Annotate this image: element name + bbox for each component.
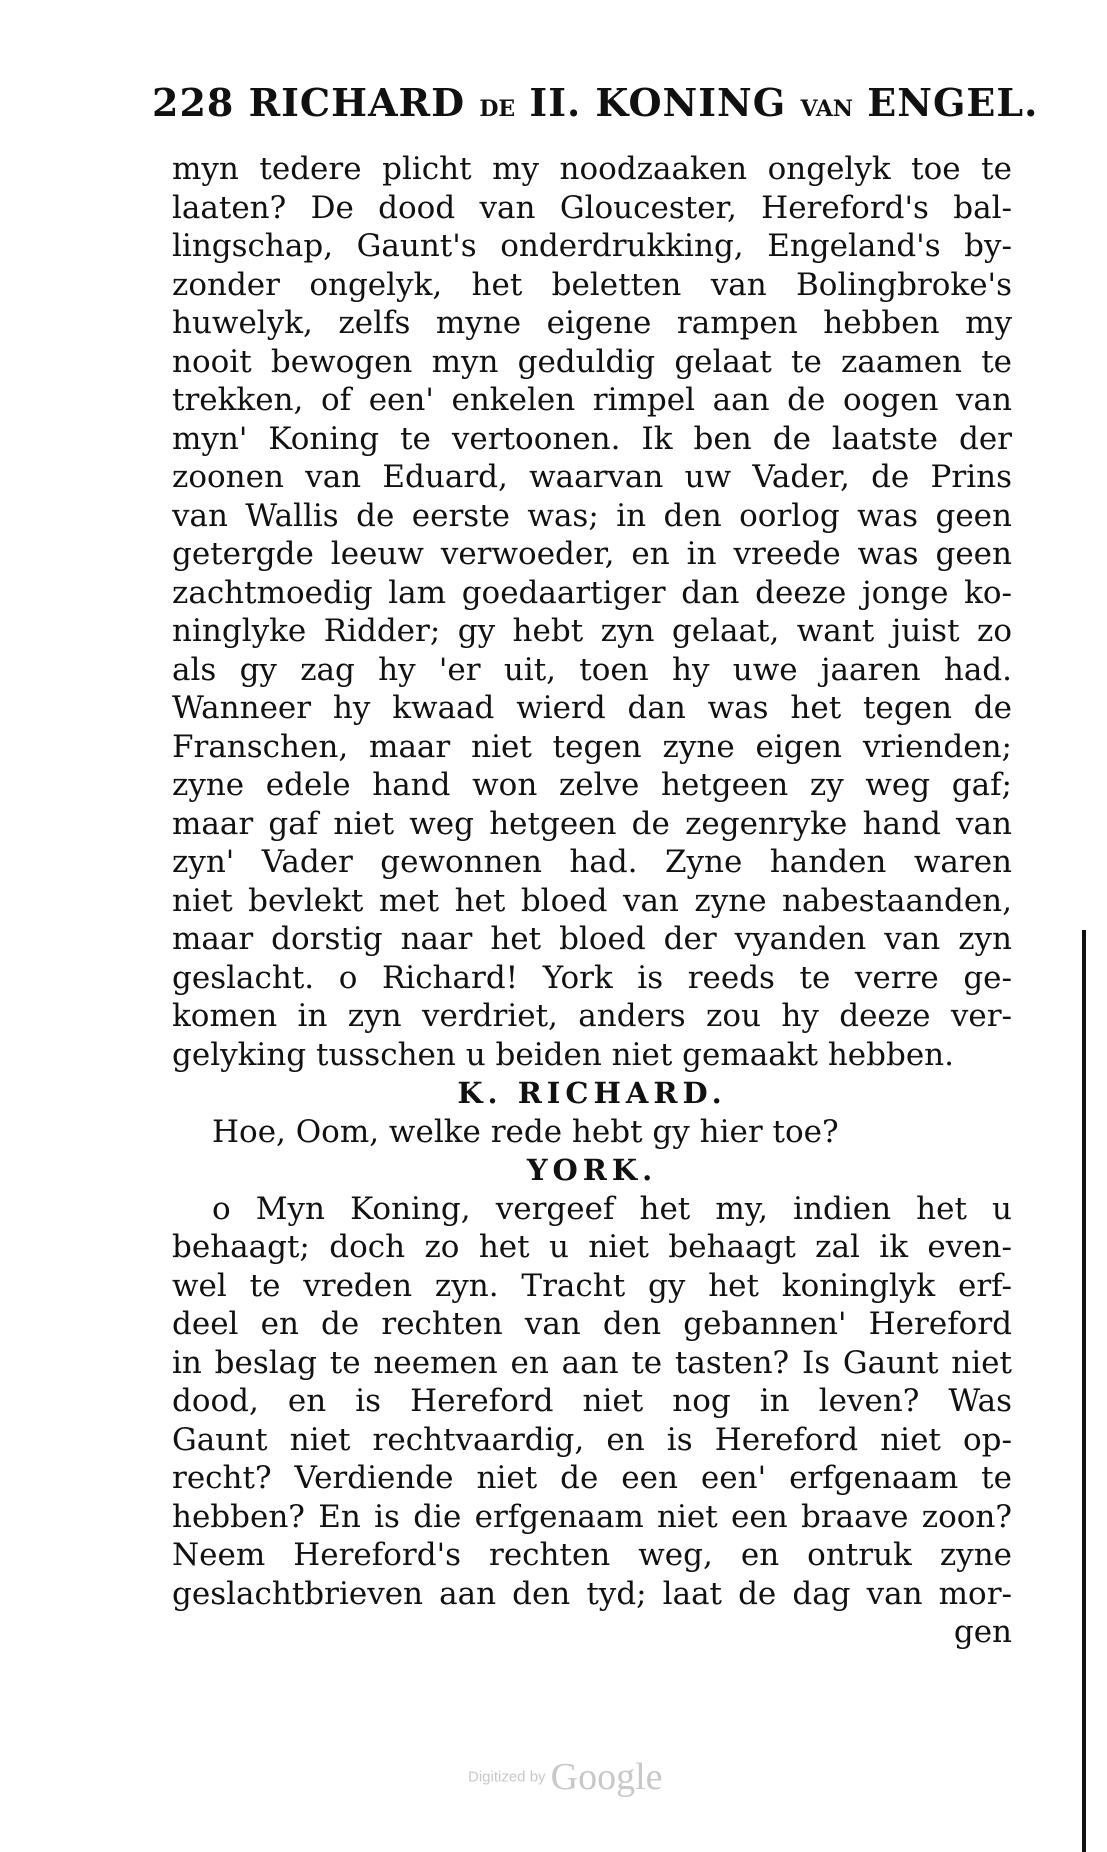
text-line: laaten? De dood van Gloucester, Hereford's bal-	[172, 189, 1012, 226]
running-head	[152, 78, 1039, 128]
text-line: zyne edele hand won zelve hetgeen zy weg gaf;	[172, 767, 1012, 803]
text-line: Franschen, maar niet tegen zyne eigen vrienden;	[172, 728, 1012, 765]
text-line: lingschap, Gaunt's onderdrukking, Engeland's by-	[172, 228, 1012, 264]
running-head-title-3: ENGEL.	[867, 80, 1039, 125]
text-line: zachtmoedig lam goedaartiger dan deeze jonge ko-	[172, 574, 1012, 611]
text-line: in beslag te neemen en aan te tasten? Is Gaunt niet	[172, 1344, 1012, 1381]
text-line: o Myn Koning, vergeef het my, indien het u	[212, 1190, 1012, 1227]
text-line: Wanneer hy kwaad wierd dan was het tegen de	[172, 690, 1012, 726]
text-line: geslacht. o Richard! York is reeds te verre ge-	[172, 959, 1012, 996]
text-line: niet bevlekt met het bloed van zyne nabestaanden,	[172, 882, 1012, 919]
running-head-title-1: RICHARD	[248, 80, 466, 125]
digitized-label: Digitized by	[468, 1768, 546, 1786]
text-line: hebben? En is die erfgenaam niet een braave zoon?	[172, 1498, 1012, 1535]
text-line: zoonen van Eduard, waarvan uw Vader, de Prins	[172, 459, 1012, 495]
text-line: geslachtbrieven aan den tyd; laat de dag van mor-	[172, 1575, 1012, 1612]
page-edge-line	[1082, 930, 1086, 1852]
running-head-small-2: VAN	[800, 96, 854, 122]
text-line: recht? Verdiende niet de een een' erfgenaam te	[172, 1460, 1012, 1496]
text-line: dood, en is Hereford niet nog in leven? Was	[172, 1383, 1012, 1419]
body-text	[172, 150, 1012, 1652]
page-number: 228	[152, 80, 235, 125]
speech-line: Hoe, Oom, welke rede hebt gy hier toe?	[212, 1113, 839, 1150]
speaker-heading-york: YORK.	[526, 1153, 658, 1187]
running-head-small-1: DE	[479, 96, 516, 122]
text-line: trekken, of een' enkelen rimpel aan de oogen van	[172, 382, 1012, 418]
catchword: gen	[953, 1614, 1012, 1650]
text-line: behaagt; doch zo het u niet behaagt zal ik even-	[172, 1229, 1012, 1265]
running-head-title-2: II. KONING	[529, 80, 787, 125]
text-line: myn' Koning te vertoonen. Ik ben de laatste der	[172, 420, 1012, 457]
text-line: myn tedere plicht my noodzaaken ongelyk toe te	[172, 151, 1012, 187]
text-line: zonder ongelyk, het beletten van Bolingbroke's	[172, 266, 1012, 303]
speaker-heading-k-richard: K. RICHARD.	[457, 1076, 727, 1110]
text-line: Gaunt niet rechtvaardig, en is Hereford niet op-	[172, 1421, 1012, 1458]
text-line: getergde leeuw verwoeder, en in vreede was geen	[172, 536, 1012, 572]
text-line: deel en de rechten van den gebannen' Hereford	[172, 1306, 1012, 1342]
text-line: ninglyke Ridder; gy hebt zyn gelaat, want juist zo	[172, 613, 1012, 649]
text-line: wel te vreden zyn. Tracht gy het koninglyk erf-	[172, 1267, 1012, 1304]
google-logo: Google	[550, 1756, 663, 1798]
paragraph-1	[172, 150, 1012, 1074]
text-line: zyn' Vader gewonnen had. Zyne handen waren	[172, 844, 1012, 880]
text-line: komen in zyn verdriet, anders zou hy deeze ver-	[172, 998, 1012, 1034]
text-line: huwelyk, zelfs myne eigene rampen hebben my	[172, 305, 1012, 341]
paragraph-2	[172, 1190, 1012, 1614]
text-line: Neem Hereford's rechten weg, en ontruk zyne	[172, 1537, 1012, 1573]
digitized-by-google-watermark	[468, 1755, 708, 1805]
text-line: nooit bewogen myn geduldig gelaat te zaamen te	[172, 343, 1012, 380]
text-line: gelyking tusschen u beiden niet gemaakt hebben.	[172, 1036, 954, 1073]
text-line: maar gaf niet weg hetgeen de zegenryke hand van	[172, 805, 1012, 842]
text-line: als gy zag hy 'er uit, toen hy uwe jaaren had.	[172, 651, 1012, 688]
text-line: maar dorstig naar het bloed der vyanden van zyn	[172, 921, 1012, 957]
text-line: van Wallis de eerste was; in den oorlog was geen	[172, 497, 1012, 534]
